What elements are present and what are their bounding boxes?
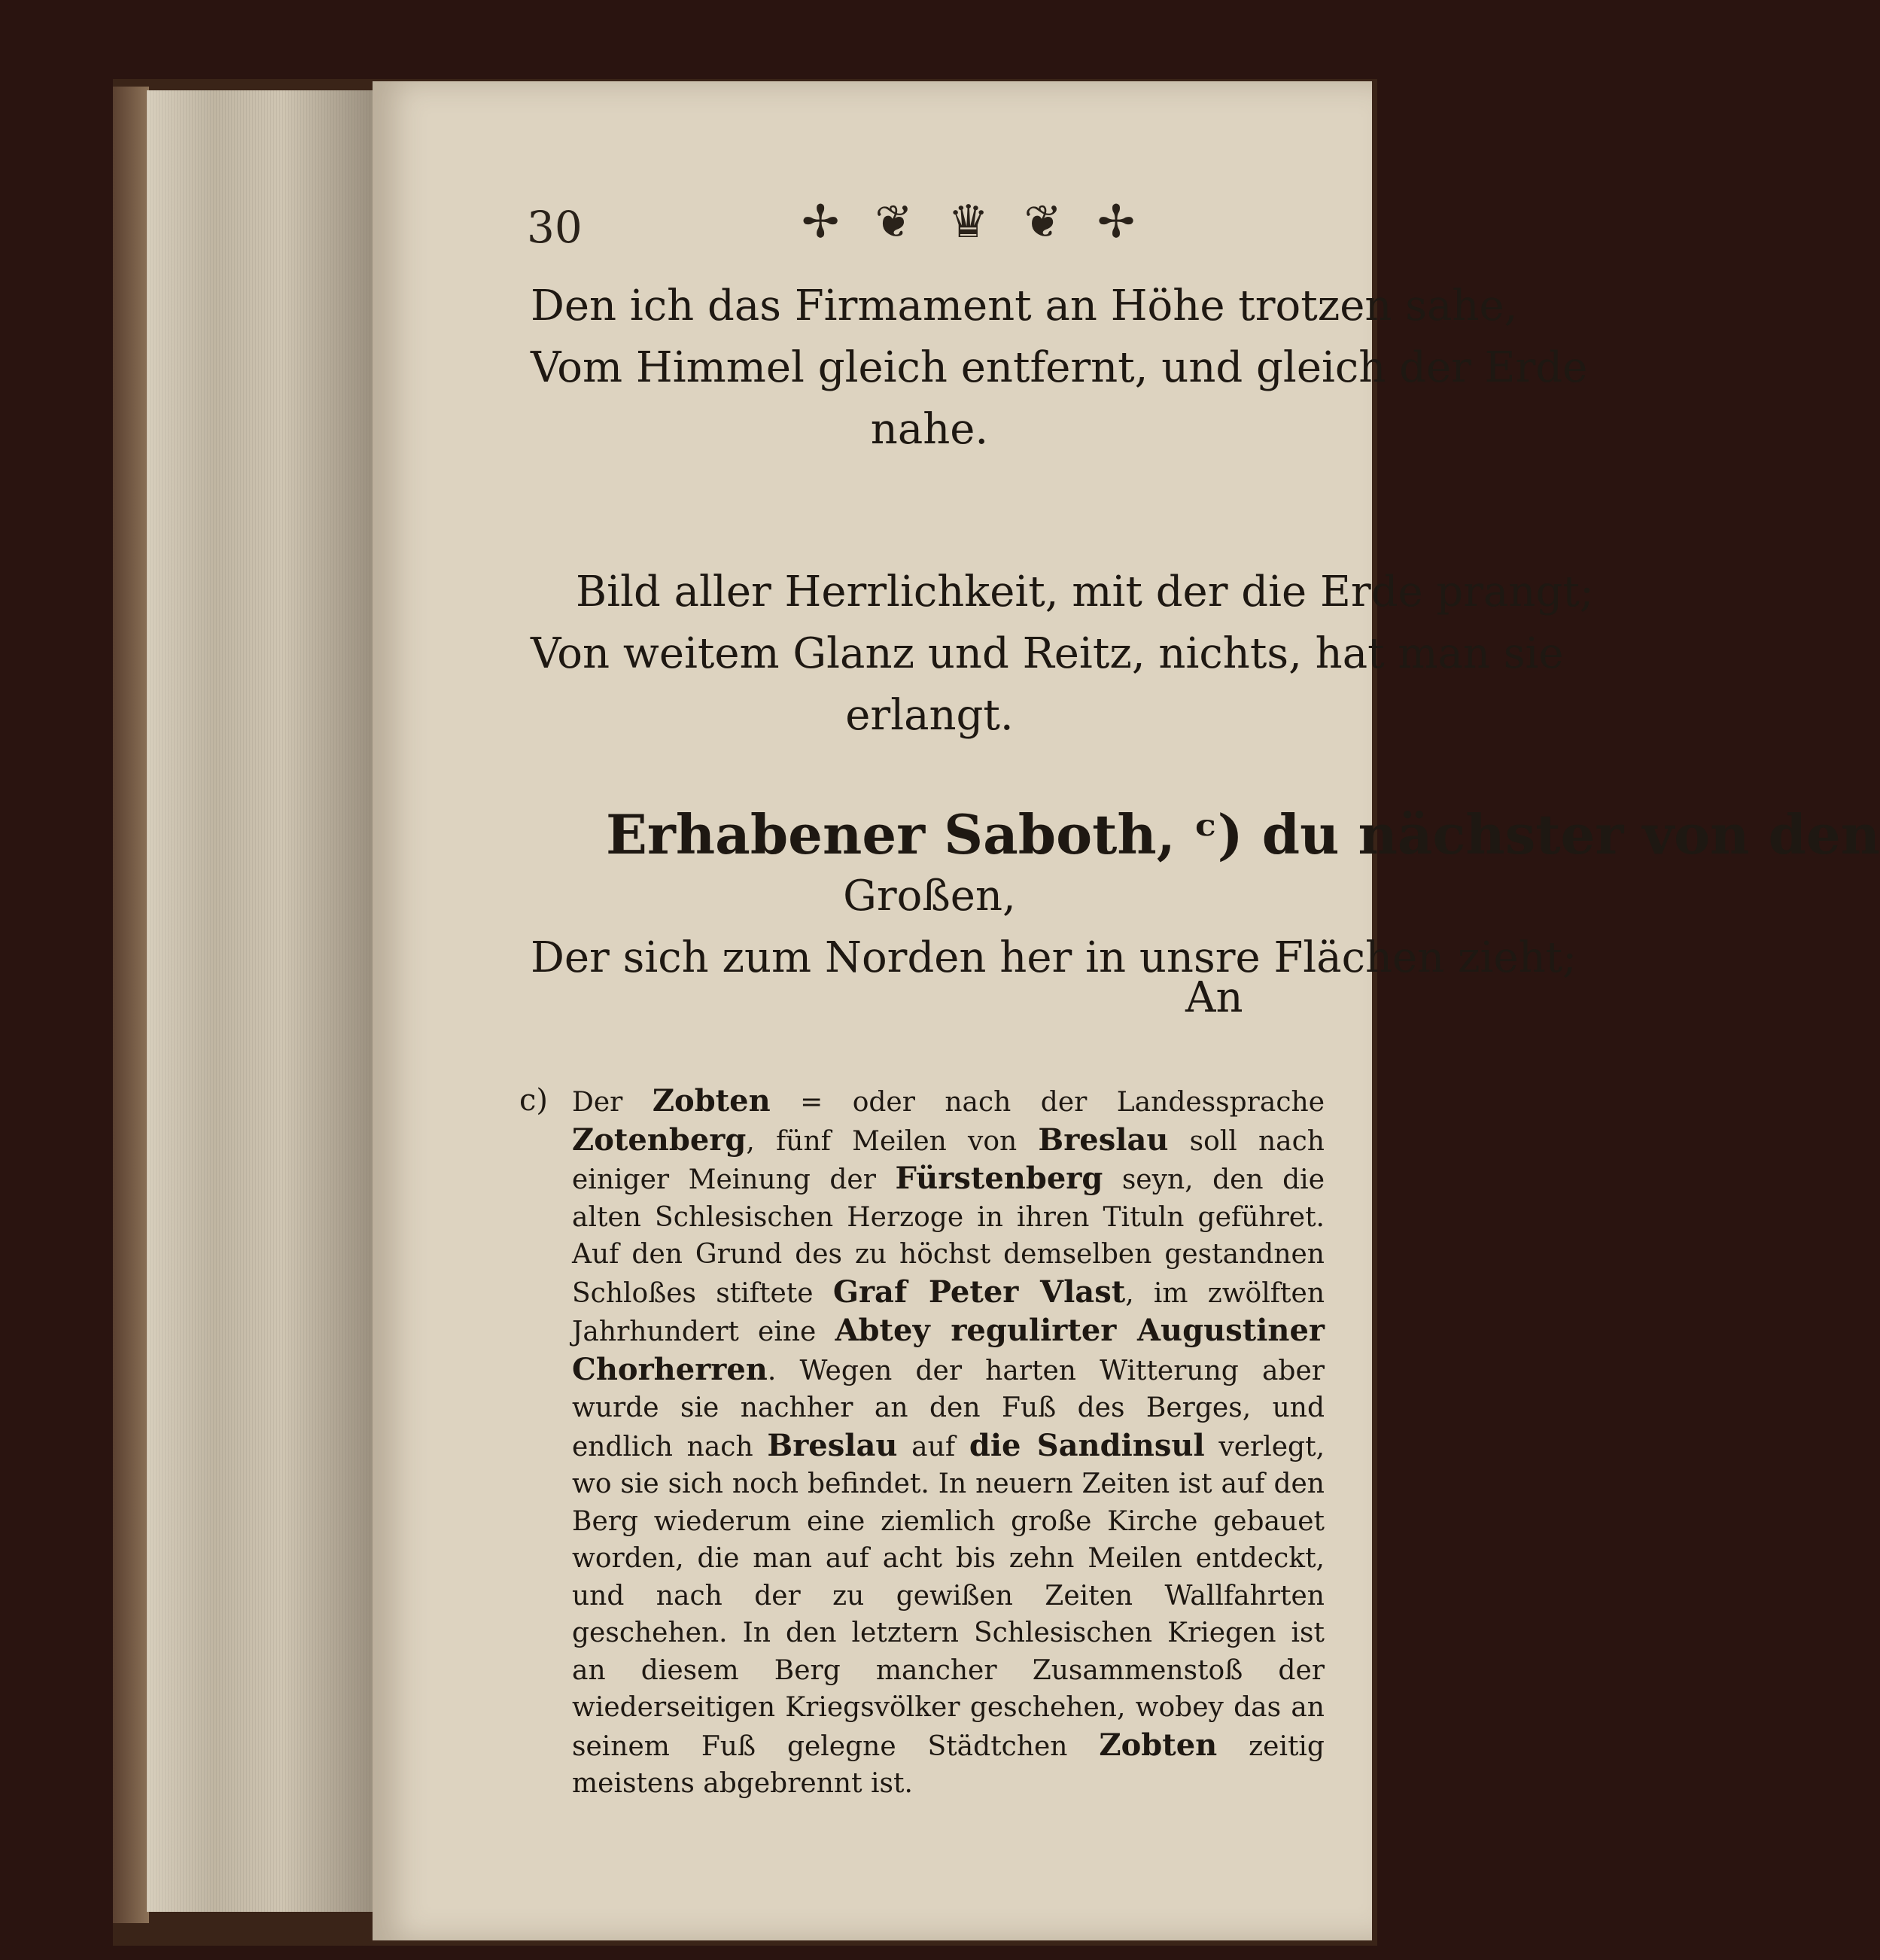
verse-line: Bild aller Herrlichkeit, mit der die Erde prangt; — [576, 568, 1594, 616]
verse-line: erlangt. — [845, 691, 1014, 740]
verse-stanza-3 — [531, 802, 1880, 989]
footnote-mark: c) — [519, 1083, 549, 1118]
page-number: 30 — [527, 202, 583, 253]
footnote-emphasis: Abtey regulirter Augustiner Chorherren — [572, 1313, 1325, 1387]
footnote-text: . Wegen der harten Witterung aber wurde sie nachher an den Fuß des Berges, und endlich nach — [572, 1355, 1325, 1462]
footnote-emphasis: Breslau — [767, 1427, 898, 1463]
footnote-text: , im zwölften Jahrhundert eine — [572, 1277, 1325, 1347]
ornament-icon: ✢ ❦ ♛ ❦ ✢ — [802, 196, 1146, 248]
verse-line: Der sich zum Norden her in unsre Flächen zieht; — [531, 933, 1577, 982]
footnote-emphasis: Zotenberg — [572, 1122, 747, 1158]
book-cover-edge — [113, 87, 149, 1923]
footnote-emphasis: Breslau — [1038, 1122, 1169, 1158]
catchword: An — [1185, 973, 1243, 1022]
verse-line: Großen, — [843, 872, 1016, 921]
footnote-text: = oder nach der Landessprache — [770, 1087, 1325, 1118]
footnote-text: zeitig meistens abgebrennt ist. — [572, 1730, 1325, 1799]
footnote-emphasis: die Sandinsul — [969, 1427, 1205, 1463]
verse-line: Von weitem Glanz und Reitz, nichts, hat man sie — [531, 629, 1564, 678]
verse-line: Erhabener Saboth, ᶜ) du nächster von den — [606, 802, 1880, 866]
page-stack-edge — [147, 90, 373, 1912]
footnote-emphasis: Fürstenberg — [895, 1161, 1103, 1196]
footnote-text: Der — [572, 1087, 653, 1118]
footnote-text: auf — [897, 1431, 969, 1462]
footnote-emphasis: Zobten — [1099, 1727, 1218, 1763]
book-page — [373, 81, 1880, 1940]
footnote-text: , fünf Meilen von — [746, 1125, 1039, 1157]
verse-line: Vom Himmel gleich entfernt, und gleich der Erde — [531, 343, 1588, 392]
footnote-emphasis: Zobten — [652, 1083, 771, 1118]
footnote — [519, 1082, 1325, 1803]
footnote-emphasis: Graf Peter Vlast — [832, 1274, 1126, 1310]
footnote-text: soll nach einiger Meinung der — [572, 1125, 1325, 1195]
verse-stanza-1 — [531, 275, 1588, 461]
verse-line: Den ich das Firmament an Höhe trotzen sahe, — [531, 282, 1518, 330]
page-header — [527, 196, 1204, 262]
verse-line: nahe. — [870, 405, 989, 454]
verse-stanza-2 — [531, 562, 1594, 747]
footnote-text: seyn, den die alten Schlesischen Herzoge in ihren Tituln geführet. Auf den Grund des zu höchst demselben gestandnen Schloßes stiftete — [572, 1164, 1325, 1309]
footnote-body — [572, 1083, 1325, 1799]
footnote-text: verlegt, wo sie sich noch befindet. In neuern Zeiten ist auf den Berg wiederum eine ziemlich große Kirche gebauet worden, die man auf acht bis zehn Meilen entdeckt, und nach der zu gewißen Zeiten Wallfahrten geschehen. In den letztern Schlesischen Kriegen ist an diesem Berg mancher Zusammenstoß der wiederseitigen Kriegsvölker geschehen, wobey das an seinem Fuß gelegne Städtchen — [572, 1431, 1325, 1762]
